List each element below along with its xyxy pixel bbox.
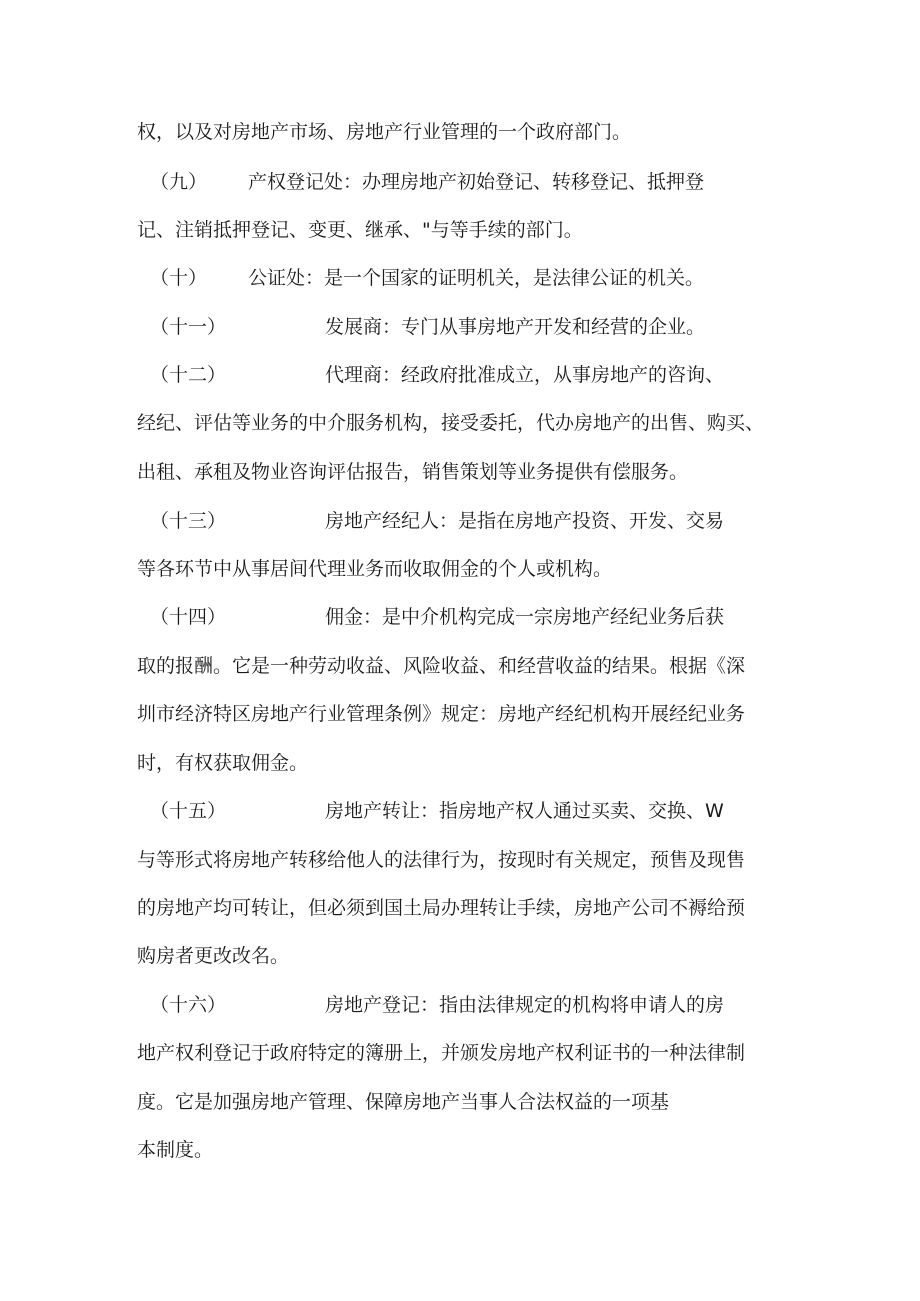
document-page: 权，以及对房地产市场、房地产行业管理的一个政府部门。 （九） 产权登记处：办理房地产初始登记、转移登记、抵押登 记、注销抵押登记、变更、继承、"与等手续的部门。 （十） 公证处：是一个国家的证明机关，是法律公证的机关。 （十一） 发展商：专门从事房地产开发和经营的企业。 （十二） 代理商：经政府批准成立，从事房地产的咨询、 经纪、评估等业务的中介服务机构，接受委托，代办房地产的出售、购买、 出租、承租及物业咨询评估报告，销售策划等业务提供有偿服务。 （十三） 房地产经纪人：是指在房地产投资、开发、交易 等各环节中从事居间代理业务而收取佣金的个人或机构。 （十四） 佣金：是中介机构完成一宗房地产经纪业务后获 取的报酬。它是一种劳动收益、风险收益、和经营收益的结果。根据《深 圳市经济特区房地产行业管理条例》规定：房地产经纪机构开展经纪业务 时，有权获取佣金。 （十五） 房地产转让：指房地产权人通过买卖、交换、W 与等形式将房地产转移给他人的法律行为，按现时有关规定，预售及现售 的房地产均可转让，但必须到国土局办理转让手续，房地产公司不褥给预 购房者更改改名。 （十六） 房地产登记：指由法律规定的机构将申请人的房 地产权利登记于政府特定的簿册上，并颁发房地产权利证书的一种法律制 度。它是加强房地产管理、保障房地产当事人合法权益的一项基 本制度。 [137,121,765,1161]
